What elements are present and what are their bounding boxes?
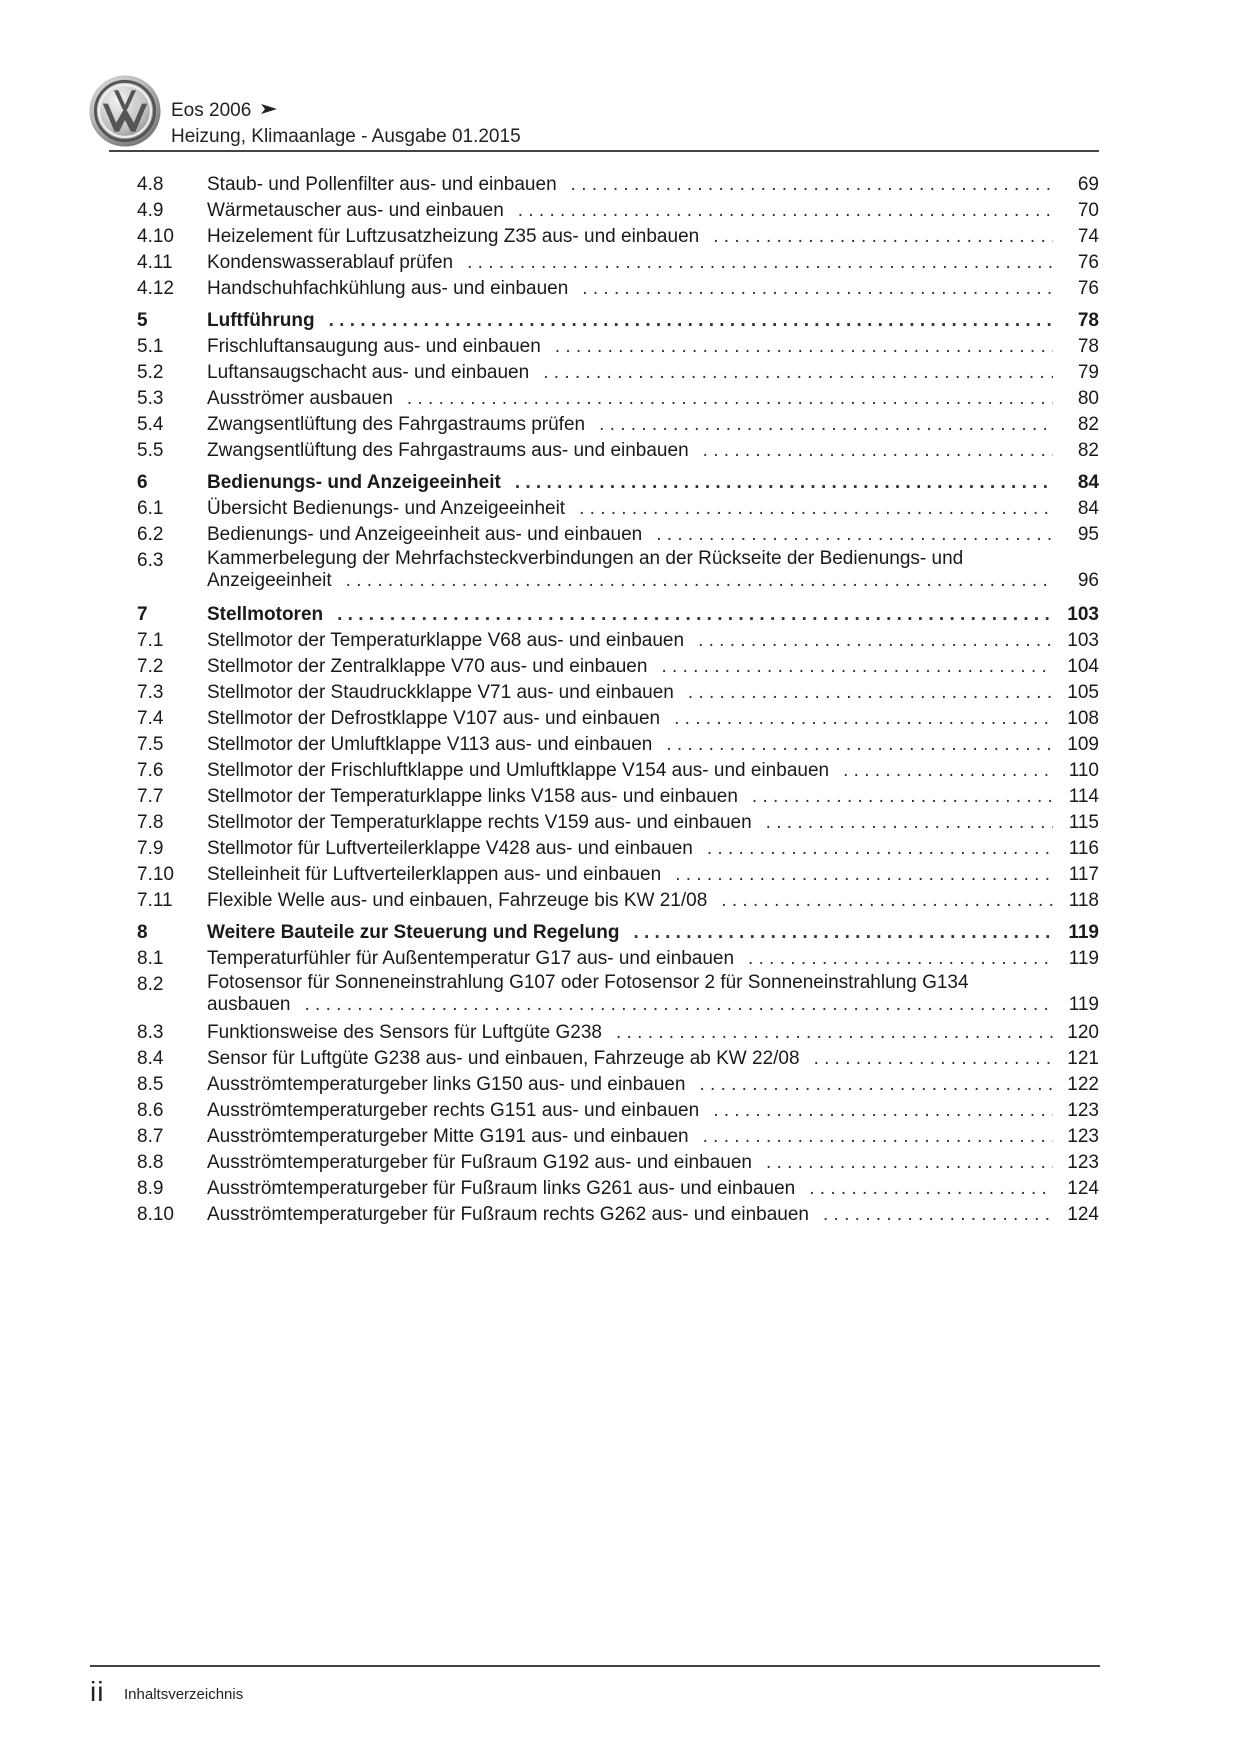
- toc-leader-dots: [633, 920, 1053, 946]
- toc-entry[interactable]: [137, 1046, 1099, 1072]
- toc-entry-number: 8.8: [137, 1152, 164, 1173]
- toc-entry-page: 84: [1077, 472, 1099, 493]
- toc-entry-title: Frischluftansaugung aus- und einbauen: [207, 336, 541, 357]
- toc-entry-page: 80: [1077, 388, 1099, 409]
- toc-leader-dots: [675, 862, 1053, 888]
- toc-entry[interactable]: [137, 706, 1099, 732]
- toc-entry[interactable]: [137, 972, 1099, 1020]
- toc-entry-number: 5.1: [137, 336, 164, 357]
- toc-leader-dots: [823, 1202, 1053, 1228]
- toc-entry-number: 4.10: [137, 226, 174, 247]
- toc-entry-page: 122: [1067, 1074, 1099, 1095]
- toc-entry[interactable]: [137, 1150, 1099, 1176]
- toc-entry-number: 5.4: [137, 414, 164, 435]
- toc-entry[interactable]: [137, 1176, 1099, 1202]
- toc-entry-page: 69: [1077, 174, 1099, 195]
- toc-entry-page: 120: [1067, 1022, 1099, 1043]
- toc-entry-title-continued: Anzeigeeinheit: [207, 570, 332, 591]
- toc-entry[interactable]: [137, 732, 1099, 758]
- footer-divider: [90, 1665, 1100, 1667]
- toc-entry-number: 6.2: [137, 524, 164, 545]
- toc-entry-page: 104: [1067, 656, 1099, 677]
- toc-entry-number: 5.2: [137, 362, 164, 383]
- toc-entry[interactable]: [137, 522, 1099, 548]
- toc-leader-dots: [329, 308, 1053, 334]
- toc-entry-title: Stellmotor der Temperaturklappe V68 aus- und einbauen: [207, 630, 685, 651]
- toc-entry-number: 8.2: [137, 974, 164, 995]
- toc-entry-title: Staub- und Pollenfilter aus- und einbauen: [207, 174, 557, 195]
- arrow-right-icon: [261, 104, 277, 114]
- toc-entry[interactable]: [137, 198, 1099, 224]
- toc-entry-title: Ausströmtemperaturgeber links G150 aus- und einbauen: [207, 1074, 686, 1095]
- toc-entry-title: Kondenswasserablauf prüfen: [207, 252, 454, 273]
- toc-entry[interactable]: [137, 438, 1099, 464]
- toc-entry-number: 8: [137, 922, 148, 943]
- toc-leader-dots: [698, 628, 1053, 654]
- toc-entry-title: Zwangsentlüftung des Fahrgastraums aus- und einbauen: [207, 440, 689, 461]
- toc-leader-dots: [304, 994, 1053, 1016]
- toc-entry-page: 76: [1077, 252, 1099, 273]
- toc-entry-number: 8.1: [137, 948, 164, 969]
- toc-entry-number: 7.5: [137, 734, 164, 755]
- toc-entry-page: 114: [1068, 786, 1099, 807]
- toc-entry-page: 108: [1067, 708, 1099, 729]
- toc-entry-page: 123: [1067, 1100, 1099, 1121]
- toc-leader-dots: [543, 360, 1053, 386]
- toc-leader-dots: [748, 946, 1053, 972]
- toc-entry[interactable]: [137, 1072, 1099, 1098]
- toc-entry[interactable]: [137, 496, 1099, 522]
- toc-entry-title: Ausströmer ausbauen: [207, 388, 393, 409]
- toc-entry-number: 8.3: [137, 1022, 164, 1043]
- toc-leader-dots: [703, 438, 1053, 464]
- toc-entry-number: 8.6: [137, 1100, 164, 1121]
- toc-entry-number: 7.10: [137, 864, 174, 885]
- toc-entry-page: 109: [1067, 734, 1099, 755]
- toc-leader-dots: [699, 1072, 1053, 1098]
- toc-entry-page: 119: [1068, 994, 1099, 1015]
- toc-entry-number: 8.5: [137, 1074, 164, 1095]
- toc-chapter-entry[interactable]: [137, 920, 1099, 946]
- toc-entry-page: 82: [1077, 414, 1099, 435]
- toc-entry[interactable]: [137, 172, 1099, 198]
- toc-entry[interactable]: [137, 224, 1099, 250]
- toc-leader-dots: [582, 276, 1053, 302]
- toc-leader-dots: [579, 496, 1053, 522]
- toc-entry-title: Fotosensor für Sonneneinstrahlung G107 oder Fotosensor 2 für Sonneneinstrahlung G134: [207, 972, 969, 993]
- toc-entry-page: 79: [1077, 362, 1099, 383]
- toc-entry-title: Stellmotor für Luftverteilerklappe V428 aus- und einbauen: [207, 838, 693, 859]
- toc-entry-number: 7.1: [137, 630, 164, 651]
- toc-leader-dots: [707, 836, 1053, 862]
- toc-entry-title: Ausströmtemperaturgeber Mitte G191 aus- und einbauen: [207, 1126, 689, 1147]
- toc-entry-title: Stellmotor der Zentralklappe V70 aus- und einbauen: [207, 656, 648, 677]
- toc-entry-number: 7.7: [137, 786, 164, 807]
- toc-entry-title: Ausströmtemperaturgeber für Fußraum links G261 aus- und einbauen: [207, 1178, 796, 1199]
- toc-entry-number: 4.8: [137, 174, 164, 195]
- toc-entry-number: 5: [137, 310, 148, 331]
- toc-entry-title: Zwangsentlüftung des Fahrgastraums prüfen: [207, 414, 586, 435]
- toc-entry-title: Stellmotor der Temperaturklappe rechts V159 aus- und einbauen: [207, 812, 752, 833]
- toc-leader-dots: [766, 1150, 1053, 1176]
- toc-entry-number: 7: [137, 604, 148, 625]
- toc-chapter-entry[interactable]: [137, 602, 1099, 628]
- toc-entry-title: Kammerbelegung der Mehrfachsteckverbindungen an der Rückseite der Bedienungs- und: [207, 548, 964, 569]
- toc-entry-page: 118: [1068, 890, 1099, 911]
- toc-entry-title: Stellmotor der Umluftklappe V113 aus- und einbauen: [207, 734, 653, 755]
- toc-entry[interactable]: [137, 412, 1099, 438]
- toc-entry-title: Temperaturfühler für Außentemperatur G17 aus- und einbauen: [207, 948, 735, 969]
- toc-entry-number: 7.8: [137, 812, 164, 833]
- toc-leader-dots: [467, 250, 1053, 276]
- toc-entry-number: 8.4: [137, 1048, 164, 1069]
- toc-entry-page: 78: [1077, 310, 1099, 331]
- toc-entry[interactable]: [137, 386, 1099, 412]
- toc-entry-number: 7.2: [137, 656, 164, 677]
- toc-entry-number: 7.6: [137, 760, 164, 781]
- toc-entry-title: Stellmotor der Defrostklappe V107 aus- und einbauen: [207, 708, 661, 729]
- toc-entry-number: 4.9: [137, 200, 164, 221]
- toc-entry-number: 8.7: [137, 1126, 164, 1147]
- toc-entry-page: 115: [1068, 812, 1099, 833]
- toc-leader-dots: [766, 810, 1053, 836]
- toc-entry-title: Heizelement für Luftzusatzheizung Z35 aus- und einbauen: [207, 226, 700, 247]
- toc-leader-dots: [666, 732, 1053, 758]
- table-of-contents: [137, 172, 1099, 1228]
- toc-entry[interactable]: [137, 836, 1099, 862]
- toc-leader-dots: [599, 412, 1053, 438]
- toc-entry[interactable]: [137, 888, 1099, 914]
- toc-leader-dots: [713, 1098, 1053, 1124]
- toc-entry-title: Stellmotor der Frischluftklappe und Umluftklappe V154 aus- und einbauen: [207, 760, 830, 781]
- toc-entry-number: 8.9: [137, 1178, 164, 1199]
- toc-entry-page: 70: [1077, 200, 1099, 221]
- toc-entry[interactable]: [137, 1098, 1099, 1124]
- toc-entry-title: Flexible Welle aus- und einbauen, Fahrzeuge bis KW 21/08: [207, 890, 708, 911]
- toc-entry-number: 5.5: [137, 440, 164, 461]
- toc-entry-title: Luftansaugschacht aus- und einbauen: [207, 362, 530, 383]
- toc-leader-dots: [661, 654, 1053, 680]
- toc-leader-dots: [656, 522, 1053, 548]
- toc-entry-number: 7.11: [137, 890, 173, 911]
- header-model: Eos 2006: [171, 100, 277, 122]
- toc-entry-title-continued: ausbauen: [207, 994, 291, 1015]
- toc-leader-dots: [752, 784, 1053, 810]
- toc-entry-number: 5.3: [137, 388, 164, 409]
- toc-entry-number: 6: [137, 472, 148, 493]
- toc-leader-dots: [616, 1020, 1053, 1046]
- toc-entry-page: 117: [1068, 864, 1099, 885]
- toc-entry-page: 76: [1077, 278, 1099, 299]
- toc-entry-page: 96: [1077, 570, 1099, 591]
- toc-leader-dots: [703, 1124, 1053, 1150]
- toc-leader-dots: [518, 198, 1053, 224]
- toc-leader-dots: [843, 758, 1053, 784]
- toc-entry-number: 4.11: [137, 252, 173, 273]
- toc-entry[interactable]: [137, 680, 1099, 706]
- toc-leader-dots: [713, 224, 1053, 250]
- toc-leader-dots: [346, 570, 1053, 592]
- toc-entry-title: Funktionsweise des Sensors für Luftgüte G238: [207, 1022, 603, 1043]
- toc-entry-number: 7.9: [137, 838, 164, 859]
- toc-leader-dots: [337, 602, 1053, 628]
- toc-entry-page: 116: [1068, 838, 1099, 859]
- header-divider: [109, 150, 1099, 152]
- toc-entry[interactable]: [137, 360, 1099, 386]
- toc-entry-number: 8.10: [137, 1204, 174, 1225]
- toc-leader-dots: [407, 386, 1053, 412]
- toc-leader-dots: [515, 470, 1053, 496]
- toc-entry-title: Ausströmtemperaturgeber für Fußraum rechts G262 aus- und einbauen: [207, 1204, 809, 1225]
- header-subtitle: Heizung, Klimaanlage - Ausgabe 01.2015: [171, 126, 521, 147]
- toc-entry-number: 6.3: [137, 550, 164, 571]
- toc-leader-dots: [688, 680, 1053, 706]
- vw-logo-icon: [88, 74, 162, 148]
- toc-entry[interactable]: [137, 654, 1099, 680]
- toc-entry-number: 7.4: [137, 708, 164, 729]
- toc-entry-title: Handschuhfachkühlung aus- und einbauen: [207, 278, 569, 299]
- toc-entry-title: Ausströmtemperaturgeber rechts G151 aus- und einbauen: [207, 1100, 700, 1121]
- toc-entry-title: Luftführung: [207, 310, 315, 331]
- toc-entry-page: 82: [1077, 440, 1099, 461]
- toc-entry-page: 110: [1068, 760, 1099, 781]
- toc-entry-page: 78: [1077, 336, 1099, 357]
- toc-entry-title: Stellmotor der Staudruckklappe V71 aus- und einbauen: [207, 682, 674, 703]
- toc-entry[interactable]: [137, 276, 1099, 302]
- toc-entry-page: 123: [1067, 1126, 1099, 1147]
- toc-entry[interactable]: [137, 1202, 1099, 1228]
- toc-entry-number: 4.12: [137, 278, 174, 299]
- toc-chapter-entry[interactable]: [137, 308, 1099, 334]
- toc-entry[interactable]: [137, 1124, 1099, 1150]
- toc-entry-title: Ausströmtemperaturgeber für Fußraum G192 aus- und einbauen: [207, 1152, 752, 1173]
- toc-chapter-entry[interactable]: [137, 470, 1099, 496]
- footer-page-number: ii: [90, 1676, 105, 1707]
- toc-entry-title: Stellmotoren: [207, 604, 324, 625]
- toc-leader-dots: [721, 888, 1053, 914]
- toc-entry[interactable]: [137, 810, 1099, 836]
- toc-entry[interactable]: [137, 548, 1099, 596]
- toc-entry-title: Sensor für Luftgüte G238 aus- und einbauen, Fahrzeuge ab KW 22/08: [207, 1048, 800, 1069]
- toc-leader-dots: [571, 172, 1053, 198]
- toc-entry-title: Weitere Bauteile zur Steuerung und Regelung: [207, 922, 620, 943]
- toc-entry-page: 84: [1077, 498, 1099, 519]
- toc-entry-page: 119: [1068, 948, 1099, 969]
- toc-entry-number: 7.3: [137, 682, 164, 703]
- toc-entry-page: 124: [1067, 1178, 1099, 1199]
- toc-entry-number: 6.1: [137, 498, 164, 519]
- toc-entry-page: 121: [1067, 1048, 1099, 1069]
- toc-entry[interactable]: [137, 758, 1099, 784]
- toc-entry-title: Stelleinheit für Luftverteilerklappen aus- und einbauen: [207, 864, 662, 885]
- toc-entry-title: Wärmetauscher aus- und einbauen: [207, 200, 504, 221]
- toc-entry[interactable]: [137, 784, 1099, 810]
- toc-entry[interactable]: [137, 250, 1099, 276]
- toc-entry[interactable]: [137, 334, 1099, 360]
- toc-entry-page: 74: [1077, 226, 1099, 247]
- toc-leader-dots: [674, 706, 1053, 732]
- toc-entry[interactable]: [137, 862, 1099, 888]
- footer-label: Inhaltsverzeichnis: [124, 1686, 244, 1703]
- toc-leader-dots: [814, 1046, 1053, 1072]
- toc-entry-page: 95: [1077, 524, 1099, 545]
- toc-entry[interactable]: [137, 946, 1099, 972]
- toc-entry-page: 124: [1067, 1204, 1099, 1225]
- toc-entry-page: 105: [1067, 682, 1099, 703]
- toc-entry-page: 103: [1067, 630, 1099, 651]
- toc-entry-page: 103: [1067, 604, 1099, 625]
- toc-entry[interactable]: [137, 1020, 1099, 1046]
- toc-entry-title: Stellmotor der Temperaturklappe links V158 aus- und einbauen: [207, 786, 738, 807]
- toc-entry[interactable]: [137, 628, 1099, 654]
- toc-entry-page: 123: [1067, 1152, 1099, 1173]
- toc-entry-title: Übersicht Bedienungs- und Anzeigeeinheit: [207, 498, 566, 519]
- toc-entry-page: 119: [1068, 922, 1099, 943]
- toc-entry-title: Bedienungs- und Anzeigeeinheit aus- und einbauen: [207, 524, 643, 545]
- toc-leader-dots: [555, 334, 1053, 360]
- toc-leader-dots: [809, 1176, 1053, 1202]
- toc-entry-title: Bedienungs- und Anzeigeeinheit: [207, 472, 501, 493]
